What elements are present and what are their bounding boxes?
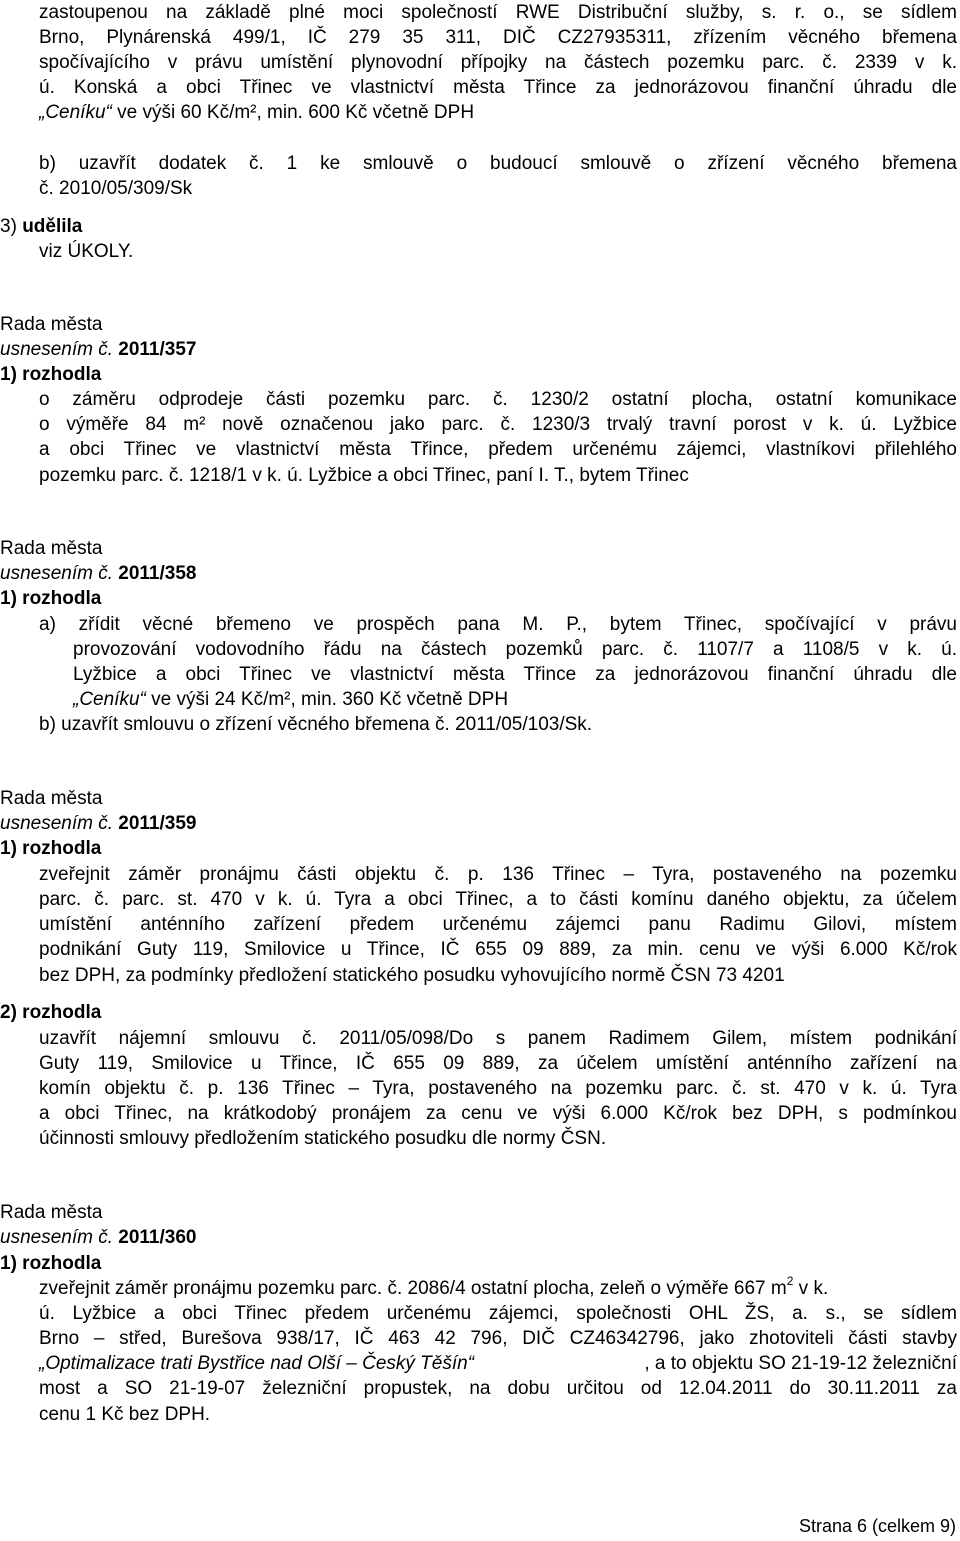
res358-number-line [0,563,196,585]
top-text-line-5 [39,102,474,124]
res359-part1-line-4: podnikání Guty 119, Smilovice u Třince, IČ 655 09 889, za min. cenu ve výši 6.000 Kč/rok [39,939,957,960]
res357-number-line [0,339,196,361]
res360-line-1 [39,1273,957,1300]
ceniku-quote: „Ceníku“ [39,102,112,123]
res357-label: usnesením č. [0,339,119,360]
top-text-line-1: zastoupenou na základě plné moci společností RWE Distribuční služby, s. r. o., se sídlem [39,2,957,23]
item-b-line-2: č. 2010/05/309/Sk [39,178,193,199]
res360-label: usnesením č. [0,1227,119,1248]
res357-line-1: o záměru odprodeje části pozemku parc. č. 1230/2 ostatní plocha, ostatní komunikace [39,389,957,410]
res358-header: Rada města [0,538,103,559]
res359-header: Rada města [0,788,103,809]
res359-part2-line-1: uzavřít nájemní smlouvu č. 2011/05/098/Do s panem Radimem Gilem, místem podnikání [39,1028,957,1049]
top-text-line-4: ú. Konská a obci Třinec ve vlastnictví města Třince za jednorázovou finanční úhradu dle [39,77,957,98]
page-number: Strana 6 (celkem 9) [798,1516,956,1536]
item-3-heading [0,216,82,238]
res360-line-1-main: zveřejnit záměr pronájmu pozemku parc. č. 2086/4 ostatní plocha, zeleň o výměře 667 m [39,1278,787,1299]
item-b-line-1: b) uzavřít dodatek č. 1 ke smlouvě o budoucí smlouvě o zřízení věcného břemena [39,153,957,174]
res358-a-line-4-rest: ve výši 24 Kč/m², min. 360 Kč včetně DPH [145,689,509,710]
res360-line-2: ú. Lyžbice a obci Třinec předem určenému zájemci, společnosti OHL ŽS, a. s., se sídlem [39,1303,957,1324]
res360-line-1-sup: 2 [786,1273,794,1288]
res360-line-3: Brno – střed, Burešova 938/17, IČ 463 42 796, DIČ CZ46342796, jako zhotoviteli části stavby [39,1328,957,1349]
res360-number-line [0,1227,196,1249]
res359-part2-line-2: Guty 119, Smilovice u Třince, IČ 655 09 889, za účelem umístění anténního zařízení na [39,1053,957,1074]
res358-number: 2011/358 [118,563,197,584]
res359-decision-2: 2) rozhodla [0,1002,102,1023]
res360-header: Rada města [0,1202,103,1223]
top-text-line-2: Brno, Plynárenská 499/1, IČ 279 35 311, DIČ CZ27935311, zřízením věcného břemena [39,27,957,48]
res359-part1-line-2: parc. č. parc. st. 470 v k. ú. Tyra a obci Třinec, a to části komínu daného objektu, za účelem [39,889,957,910]
res359-part2-line-4: a obci Třinec, na krátkodobý pronájem za cenu ve výši 6.000 Kč/rok bez DPH, s podmínkou [39,1103,957,1124]
top-text-line-5-rest: ve výši 60 Kč/m², min. 600 Kč včetně DPH [111,102,475,123]
res360-project-name: „Optimalizace trati Bystřice nad Olší – Český Těšín“ [39,1353,475,1374]
res360-line-4 [39,1353,957,1375]
res358-a-line-3: Lyžbice a obci Třinec ve vlastnictví města Třince za jednorázovou finanční úhradu dle [73,664,957,685]
res358-a-line-2: provozování vodovodního řádu na částech pozemků parc. č. 1107/7 a 1108/5 v k. ú. [73,639,957,660]
top-text-line-3: spočívajícího v právu umístění plynovodní přípojky na částech pozemku parc. č. 2339 v k. [39,52,957,73]
res360-number: 2011/360 [118,1227,197,1248]
res359-part1-line-5: bez DPH, za podmínky předložení statického posudku vyhovujícího normě ČSN 73 4201 [39,965,785,986]
item-3-label: udělila [22,216,83,237]
res358-a-line-4 [73,689,508,711]
res360-decision: 1) rozhodla [0,1253,102,1274]
res359-part1-line-1: zveřejnit záměr pronájmu části objektu č. p. 136 Třinec – Tyra, postaveného na pozemku [39,864,957,885]
res357-header: Rada města [0,314,103,335]
res357-line-4: pozemku parc. č. 1218/1 v k. ú. Lyžbice a obci Třinec, paní I. T., bytem Třinec [39,465,689,486]
res360-line-4-rest: , a to objektu SO 21-19-12 železniční [644,1353,957,1374]
res358-b-line: b) uzavřít smlouvu o zřízení věcného břemena č. 2011/05/103/Sk. [39,714,593,735]
res359-part2-line-5: účinnosti smlouvy předložením statického posudku dle normy ČSN. [39,1128,607,1149]
res359-number-line [0,813,196,835]
res358-label: usnesením č. [0,563,119,584]
res357-line-2: o výměře 84 m² nově označenou jako parc. č. 1230/3 trvalý travní porost v k. ú. Lyžbice [39,414,957,435]
res357-line-3: a obci Třinec ve vlastnictví města Třince, předem určenému zájemci, vlastníkovi přilehlého [39,439,957,460]
res359-part1-line-3: umístění anténního zařízení předem určenému zájemci panu Radimu Gilovi, místem [39,914,957,935]
res357-number: 2011/357 [118,339,197,360]
res357-decision: 1) rozhodla [0,364,102,385]
item-3-text: viz ÚKOLY. [39,241,134,262]
res360-line-5: most a SO 21-19-07 železniční propustek, na dobu určitou od 12.04.2011 do 30.11.2011 za [39,1378,957,1399]
res359-decision-1: 1) rozhodla [0,838,102,859]
res359-part2-line-3: komín objektu č. p. 136 Třinec – Tyra, postaveného na pozemku parc. č. st. 470 v k. ú. Tyra [39,1078,957,1099]
res359-label: usnesením č. [0,813,119,834]
res360-line-6: cenu 1 Kč bez DPH. [39,1404,211,1425]
res358-ceniku-quote: „Ceníku“ [73,689,146,710]
res359-number: 2011/359 [118,813,197,834]
item-3-prefix: 3) [0,216,23,237]
res358-decision: 1) rozhodla [0,588,102,609]
res358-a-line-1: a) zřídit věcné břemeno ve prospěch pana M. P., bytem Třinec, spočívající v právu [39,614,957,635]
res360-line-1-end: v k. [793,1278,829,1299]
